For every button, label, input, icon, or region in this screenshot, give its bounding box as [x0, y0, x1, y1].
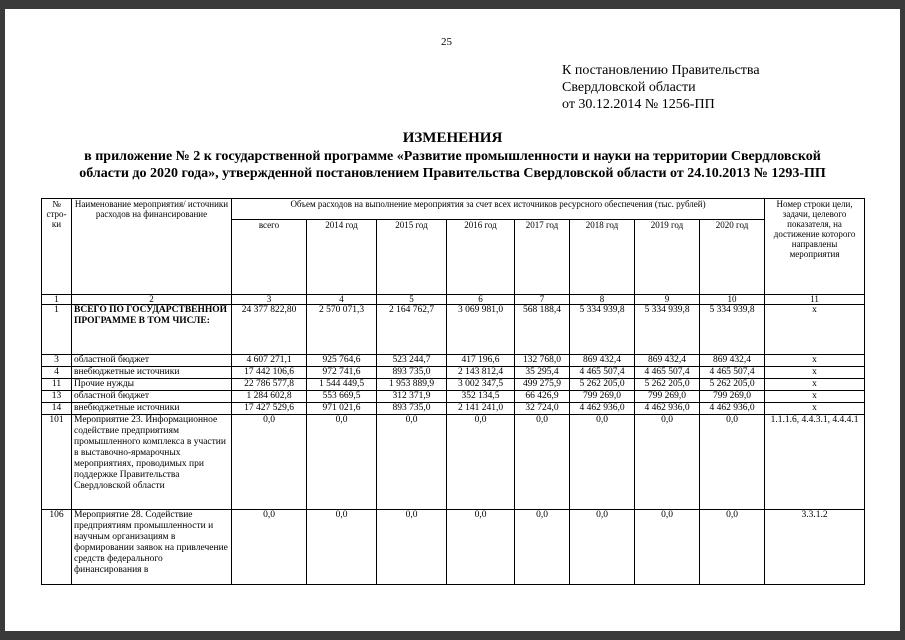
row-target: х [765, 367, 865, 379]
header-year: 2020 год [700, 220, 765, 295]
header-col-name: Наименование мероприятия/ источники расходов на финансирование [72, 199, 232, 295]
row-value: 4 462 936,0 [700, 403, 765, 415]
row-target: х [765, 403, 865, 415]
approval-line-1: К постановлению Правительства [562, 63, 760, 78]
row-value: 0,0 [307, 510, 377, 585]
row-value: 5 262 205,0 [635, 379, 700, 391]
column-number: 1 [42, 295, 72, 305]
row-value: 0,0 [570, 415, 635, 510]
row-value: 0,0 [515, 510, 570, 585]
row-number: 106 [42, 510, 72, 585]
header-year: 2019 год [635, 220, 700, 295]
row-value: 5 334 939,8 [700, 305, 765, 355]
header-col-volume: Объем расходов на выполнение мероприятия за счет всех источников ресурсного обеспечения (тыс. рублей) [232, 199, 765, 220]
row-number: 101 [42, 415, 72, 510]
header-year: 2016 год [447, 220, 515, 295]
row-value: 0,0 [377, 510, 447, 585]
row-target: 3.3.1.2 [765, 510, 865, 585]
row-value: 0,0 [447, 415, 515, 510]
header-year: 2017 год [515, 220, 570, 295]
column-number: 11 [765, 295, 865, 305]
column-number: 8 [570, 295, 635, 305]
row-name: областной бюджет [72, 391, 232, 403]
scan-edge-top [0, 0, 905, 9]
row-name: ВСЕГО ПО ГОСУДАРСТВЕННОЙ ПРОГРАММЕ В ТОМ ЧИСЛЕ: [72, 305, 232, 355]
row-number: 3 [42, 355, 72, 367]
column-number: 6 [447, 295, 515, 305]
header-col-target: Номер строки цели, задачи, целевого показателя, на достижение которого направлены мероприятия [765, 199, 865, 295]
header-year: 2018 год [570, 220, 635, 295]
row-value: 2 570 071,3 [307, 305, 377, 355]
row-value: 799 269,0 [635, 391, 700, 403]
header-year: 2015 год [377, 220, 447, 295]
row-value: 1 953 889,9 [377, 379, 447, 391]
row-value: 2 141 241,0 [447, 403, 515, 415]
row-value: 5 334 939,8 [570, 305, 635, 355]
row-number: 1 [42, 305, 72, 355]
document-title: ИЗМЕНЕНИЯ [402, 130, 503, 146]
row-value: 4 462 936,0 [635, 403, 700, 415]
row-value: 4 465 507,4 [635, 367, 700, 379]
row-value: 2 164 762,7 [377, 305, 447, 355]
row-name: Прочие нужды [72, 379, 232, 391]
subtitle-line-2: области до 2020 года», утвержденной постановлением Правительства Свердловской области от 24.10.2013 № 1293-ПП [79, 166, 826, 181]
row-value: 499 275,9 [515, 379, 570, 391]
row-value: 568 188,4 [515, 305, 570, 355]
column-number: 7 [515, 295, 570, 305]
row-target: х [765, 305, 865, 355]
table-row [42, 403, 865, 415]
row-value: 799 269,0 [570, 391, 635, 403]
column-number-row [42, 295, 865, 305]
table-row [42, 305, 865, 355]
row-number: 14 [42, 403, 72, 415]
row-number: 4 [42, 367, 72, 379]
row-value: 352 134,5 [447, 391, 515, 403]
approval-line-3: от 30.12.2014 № 1256-ПП [562, 97, 715, 112]
row-target: 1.1.1.6, 4.4.3.1, 4.4.4.1 [765, 415, 865, 510]
header-year: всего [232, 220, 307, 295]
table-row [42, 379, 865, 391]
row-value: 3 002 347,5 [447, 379, 515, 391]
row-value: 869 432,4 [700, 355, 765, 367]
scan-edge-bottom [0, 631, 905, 640]
column-number: 4 [307, 295, 377, 305]
row-name: внебюджетные источники [72, 403, 232, 415]
row-value: 32 724,0 [515, 403, 570, 415]
row-value: 24 377 822,80 [232, 305, 307, 355]
row-value: 523 244,7 [377, 355, 447, 367]
row-value: 0,0 [515, 415, 570, 510]
row-value: 4 607 271,1 [232, 355, 307, 367]
table-row [42, 415, 865, 510]
row-value: 971 021,6 [307, 403, 377, 415]
row-value: 3 069 981,0 [447, 305, 515, 355]
row-name: областной бюджет [72, 355, 232, 367]
row-value: 4 462 936,0 [570, 403, 635, 415]
row-value: 5 262 205,0 [700, 379, 765, 391]
row-value: 893 735,0 [377, 403, 447, 415]
row-value: 972 741,6 [307, 367, 377, 379]
row-value: 799 269,0 [700, 391, 765, 403]
row-value: 5 334 939,8 [635, 305, 700, 355]
row-target: х [765, 379, 865, 391]
document-subtitle [0, 148, 905, 182]
table-row [42, 355, 865, 367]
column-number: 2 [72, 295, 232, 305]
row-value: 312 371,9 [377, 391, 447, 403]
row-value: 0,0 [635, 415, 700, 510]
row-value: 5 262 205,0 [570, 379, 635, 391]
header-year: 2014 год [307, 220, 377, 295]
header-row [42, 199, 865, 220]
row-value: 17 442 106,6 [232, 367, 307, 379]
table-row [42, 510, 865, 585]
row-value: 869 432,4 [570, 355, 635, 367]
row-value: 66 426,9 [515, 391, 570, 403]
row-name: Мероприятие 28. Содействие предприятиям промышленности и научным организациям в формировании заявок на привлечение средств федерального финансирования в [72, 510, 232, 585]
row-value: 0,0 [232, 415, 307, 510]
row-value: 0,0 [447, 510, 515, 585]
row-value: 2 143 812,4 [447, 367, 515, 379]
row-number: 13 [42, 391, 72, 403]
row-value: 417 196,6 [447, 355, 515, 367]
column-number: 10 [700, 295, 765, 305]
column-number: 5 [377, 295, 447, 305]
row-value: 0,0 [635, 510, 700, 585]
column-number: 9 [635, 295, 700, 305]
row-value: 1 284 602,8 [232, 391, 307, 403]
row-value: 4 465 507,4 [570, 367, 635, 379]
row-number: 11 [42, 379, 72, 391]
row-value: 132 768,0 [515, 355, 570, 367]
row-value: 4 465 507,4 [700, 367, 765, 379]
row-value: 925 764,6 [307, 355, 377, 367]
row-target: х [765, 391, 865, 403]
changes-table [41, 198, 865, 585]
scan-edge-left [0, 0, 5, 640]
row-value: 17 427 529,6 [232, 403, 307, 415]
row-value: 0,0 [377, 415, 447, 510]
column-number: 3 [232, 295, 307, 305]
row-value: 1 544 449,5 [307, 379, 377, 391]
row-value: 0,0 [570, 510, 635, 585]
row-value: 869 432,4 [635, 355, 700, 367]
row-value: 553 669,5 [307, 391, 377, 403]
row-value: 0,0 [700, 415, 765, 510]
header-col-no: № стро-ки [42, 199, 72, 295]
table-row [42, 367, 865, 379]
page-number: 25 [441, 36, 452, 48]
subtitle-line-1: в приложение № 2 к государственной программе «Развитие промышленности и науки на территории Свердловской [84, 149, 821, 164]
scan-edge-right [900, 0, 905, 640]
row-value: 35 295,4 [515, 367, 570, 379]
row-name: внебюджетные источники [72, 367, 232, 379]
row-value: 22 786 577,8 [232, 379, 307, 391]
approval-block [562, 62, 760, 113]
row-value: 893 735,0 [377, 367, 447, 379]
table-row [42, 391, 865, 403]
row-target: х [765, 355, 865, 367]
row-value: 0,0 [232, 510, 307, 585]
row-name: Мероприятие 23. Информационное содействие предприятиям промышленного комплекса в участии в выставочно-ярмарочных мероприятиях, проводимых при поддержке Правительства Свердловской области [72, 415, 232, 510]
row-value: 0,0 [700, 510, 765, 585]
approval-line-2: Свердловской области [562, 80, 696, 95]
row-value: 0,0 [307, 415, 377, 510]
